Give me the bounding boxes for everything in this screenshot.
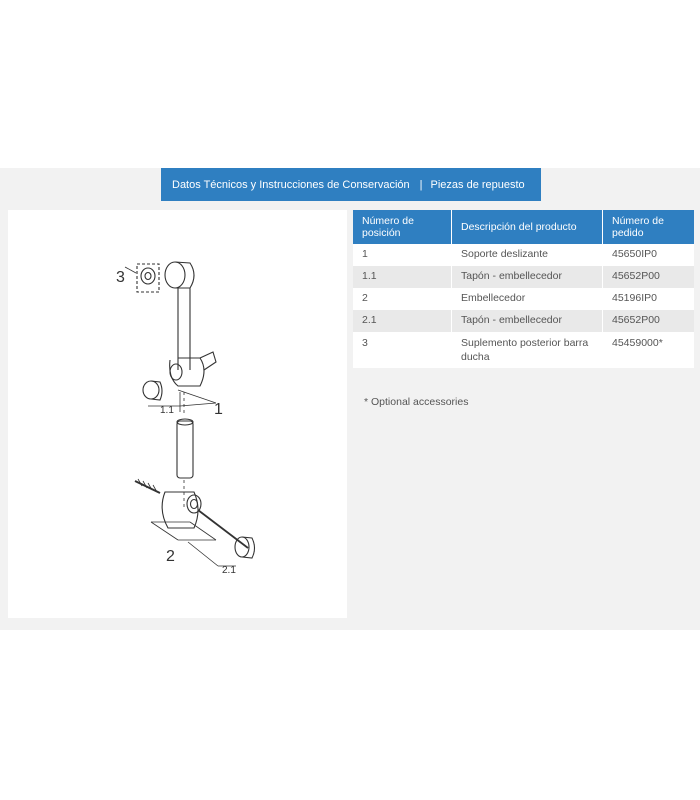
cell-description: Suplemento posterior barra ducha (452, 332, 603, 368)
top-mount (165, 262, 185, 288)
cell-description: Tapón - embellecedor (452, 266, 603, 288)
cell-position: 2.1 (353, 310, 452, 332)
exploded-diagram (8, 210, 347, 618)
table-header-row (353, 210, 694, 244)
table-row (353, 332, 694, 368)
table-row (353, 244, 694, 266)
table-row (353, 288, 694, 310)
table-row (353, 266, 694, 288)
label-1-1: 1.1 (160, 405, 174, 416)
cell-position: 1 (353, 244, 452, 266)
tab-separator: | (419, 178, 423, 191)
optional-accessories-note: * Optional accessories (364, 396, 469, 408)
bar-lower (177, 421, 193, 478)
label-1: 1 (214, 401, 223, 418)
cell-order-number: 45650IP0 (603, 244, 695, 266)
spare-parts-panel (0, 168, 700, 630)
label-3: 3 (116, 269, 125, 286)
column-header-description: Descripción del producto (452, 210, 603, 244)
tab-spare-parts[interactable]: Piezas de repuesto (430, 178, 525, 191)
tab-bar (161, 168, 541, 201)
slider-part-1 (170, 358, 204, 386)
part-3-ring (141, 268, 155, 284)
cell-position: 2 (353, 288, 452, 310)
part-2-body (162, 492, 198, 528)
label-2-1: 2.1 (222, 565, 236, 576)
cell-order-number: 45196IP0 (603, 288, 695, 310)
column-header-order-number: Número de pedido (603, 210, 695, 244)
cell-position: 1.1 (353, 266, 452, 288)
column-header-position: Número de posición (353, 210, 452, 244)
cell-position: 3 (353, 332, 452, 368)
cell-order-number: 45652P00 (603, 266, 695, 288)
screw-right (198, 510, 248, 548)
label-2: 2 (166, 548, 175, 565)
exploded-diagram-drawing (8, 210, 347, 618)
cap-1-1 (143, 381, 159, 399)
cell-description: Soporte deslizante (452, 244, 603, 266)
table-row (353, 310, 694, 332)
parts-table (353, 210, 694, 368)
tab-technical-data[interactable]: Datos Técnicos y Instrucciones de Conservación (172, 178, 410, 191)
cell-description: Embellecedor (452, 288, 603, 310)
cell-order-number: 45652P00 (603, 310, 695, 332)
cell-description: Tapón - embellecedor (452, 310, 603, 332)
cell-order-number: 45459000* (603, 332, 695, 368)
